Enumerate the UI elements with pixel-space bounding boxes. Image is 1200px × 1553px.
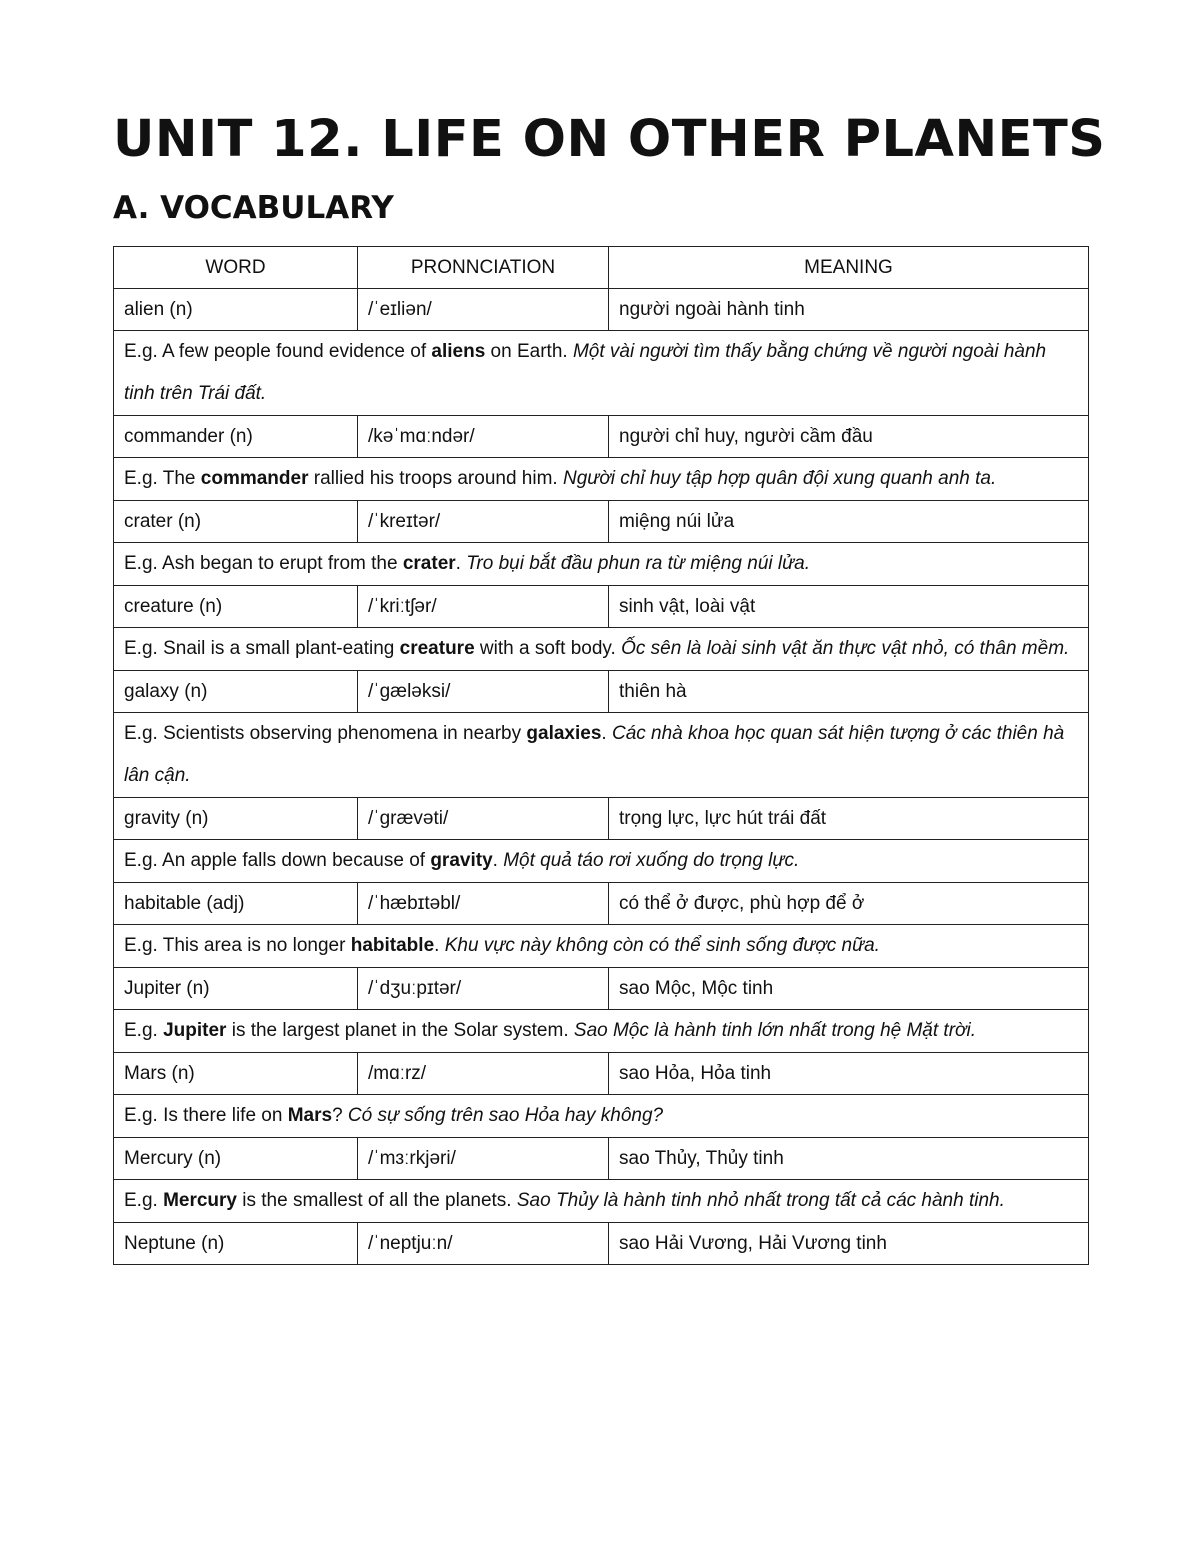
example-translation: Một quả táo rơi xuống do trọng lực. bbox=[503, 850, 800, 871]
pronunciation-cell: /ˈɡæləksi/ bbox=[358, 671, 609, 713]
example-text: . bbox=[601, 723, 612, 744]
example-keyword: Mercury bbox=[163, 1190, 237, 1211]
example-text: is the largest planet in the Solar system. bbox=[226, 1020, 574, 1041]
pronunciation-cell: /kəˈmɑːndər/ bbox=[358, 416, 609, 458]
meaning-cell: sinh vật, loài vật bbox=[609, 586, 1089, 628]
example-row bbox=[114, 331, 1089, 416]
header-word: WORD bbox=[114, 247, 358, 289]
example-cell bbox=[114, 1010, 1089, 1053]
example-text: . bbox=[492, 850, 504, 871]
example-cell bbox=[114, 458, 1089, 501]
example-text: E.g. Scientists observing phenomena in nearby bbox=[124, 723, 527, 744]
example-text: E.g. This area is no longer bbox=[124, 935, 351, 956]
word-cell: Neptune (n) bbox=[114, 1223, 358, 1265]
pronunciation-cell: /ˈmɜːrkjəri/ bbox=[358, 1138, 609, 1180]
example-cell bbox=[114, 1180, 1089, 1223]
example-translation: Ốc sên là loài sinh vật ăn thực vật nhỏ, có thân mềm. bbox=[621, 638, 1070, 659]
page-title: UNIT 12. LIFE ON OTHER PLANETS bbox=[113, 110, 1106, 169]
meaning-cell: có thể ở được, phù hợp để ở bbox=[609, 883, 1089, 925]
meaning-cell: người chỉ huy, người cầm đầu bbox=[609, 416, 1089, 458]
example-text: on Earth. bbox=[485, 341, 573, 362]
vocab-row bbox=[114, 968, 1089, 1010]
vocab-row bbox=[114, 798, 1089, 840]
example-text: E.g. Ash began to erupt from the bbox=[124, 553, 403, 574]
example-cell bbox=[114, 840, 1089, 883]
example-row bbox=[114, 1010, 1089, 1053]
example-cell bbox=[114, 331, 1089, 416]
word-cell: commander (n) bbox=[114, 416, 358, 458]
vocabulary-table bbox=[113, 246, 1089, 1265]
example-row bbox=[114, 840, 1089, 883]
example-text: ? bbox=[332, 1105, 348, 1126]
word-cell: Mercury (n) bbox=[114, 1138, 358, 1180]
example-translation: Một vài người tìm thấy bằng chứng về người ngoài hành tinh trên Trái đất. bbox=[124, 341, 1047, 404]
word-cell: Jupiter (n) bbox=[114, 968, 358, 1010]
example-keyword: commander bbox=[200, 468, 309, 489]
pronunciation-cell: /ˈdʒuːpɪtər/ bbox=[358, 968, 609, 1010]
example-row bbox=[114, 713, 1089, 798]
meaning-cell: thiên hà bbox=[609, 671, 1089, 713]
word-cell: crater (n) bbox=[114, 501, 358, 543]
example-keyword: Mars bbox=[287, 1105, 333, 1126]
word-cell: habitable (adj) bbox=[114, 883, 358, 925]
vocab-row bbox=[114, 416, 1089, 458]
example-text: E.g. An apple falls down because of bbox=[124, 850, 431, 871]
example-row bbox=[114, 1180, 1089, 1223]
example-cell bbox=[114, 713, 1089, 798]
word-cell: galaxy (n) bbox=[114, 671, 358, 713]
example-row bbox=[114, 543, 1089, 586]
meaning-cell: sao Hải Vương, Hải Vương tinh bbox=[609, 1223, 1089, 1265]
example-keyword: Jupiter bbox=[163, 1020, 227, 1041]
example-text: E.g. bbox=[124, 1190, 164, 1211]
example-cell bbox=[114, 1095, 1089, 1138]
word-cell: gravity (n) bbox=[114, 798, 358, 840]
example-translation: Có sự sống trên sao Hỏa hay không? bbox=[347, 1105, 664, 1126]
vocab-row bbox=[114, 671, 1089, 713]
pronunciation-cell: /ˈneptjuːn/ bbox=[358, 1223, 609, 1265]
vocabulary-body bbox=[114, 289, 1089, 1265]
example-text: is the smallest of all the planets. bbox=[237, 1190, 517, 1211]
example-cell bbox=[114, 628, 1089, 671]
section-title: A. VOCABULARY bbox=[113, 190, 394, 226]
example-keyword: gravity bbox=[430, 850, 493, 871]
example-text: rallied his troops around him. bbox=[308, 468, 563, 489]
header-meaning: MEANING bbox=[609, 247, 1089, 289]
vocab-row bbox=[114, 501, 1089, 543]
example-row bbox=[114, 925, 1089, 968]
example-text: E.g. Snail is a small plant-eating bbox=[124, 638, 400, 659]
example-translation: Sao Thủy là hành tinh nhỏ nhất trong tất cả các hành tinh. bbox=[516, 1190, 1005, 1211]
word-cell: alien (n) bbox=[114, 289, 358, 331]
meaning-cell: sao Hỏa, Hỏa tinh bbox=[609, 1053, 1089, 1095]
word-cell: Mars (n) bbox=[114, 1053, 358, 1095]
example-keyword: crater bbox=[402, 553, 456, 574]
pronunciation-cell: /ˈkreɪtər/ bbox=[358, 501, 609, 543]
example-cell bbox=[114, 925, 1089, 968]
vocab-row bbox=[114, 883, 1089, 925]
word-cell: creature (n) bbox=[114, 586, 358, 628]
header-pronunciation: PRONNCIATION bbox=[358, 247, 609, 289]
example-text: E.g. Is there life on bbox=[124, 1105, 288, 1126]
example-cell bbox=[114, 543, 1089, 586]
example-translation: Người chỉ huy tập hợp quân đội xung quanh anh ta. bbox=[562, 468, 997, 489]
example-row bbox=[114, 628, 1089, 671]
example-row bbox=[114, 1095, 1089, 1138]
pronunciation-cell: /mɑːrz/ bbox=[358, 1053, 609, 1095]
example-text: . bbox=[434, 935, 445, 956]
example-translation: Sao Mộc là hành tinh lớn nhất trong hệ Mặt trời. bbox=[573, 1020, 977, 1041]
meaning-cell: trọng lực, lực hút trái đất bbox=[609, 798, 1089, 840]
example-text: E.g. A few people found evidence of bbox=[124, 341, 432, 362]
example-text: E.g. The bbox=[124, 468, 201, 489]
table-header-row bbox=[114, 247, 1089, 289]
vocab-row bbox=[114, 586, 1089, 628]
example-keyword: galaxies bbox=[526, 723, 602, 744]
example-keyword: creature bbox=[399, 638, 475, 659]
meaning-cell: sao Thủy, Thủy tinh bbox=[609, 1138, 1089, 1180]
example-text: with a soft body. bbox=[474, 638, 622, 659]
example-translation: Tro bụi bắt đầu phun ra từ miệng núi lửa. bbox=[466, 553, 810, 574]
example-translation: Các nhà khoa học quan sát hiện tượng ở các thiên hà lân cận. bbox=[124, 723, 1065, 786]
example-keyword: aliens bbox=[431, 341, 486, 362]
example-text: E.g. bbox=[124, 1020, 164, 1041]
pronunciation-cell: /ˈeɪliən/ bbox=[358, 289, 609, 331]
pronunciation-cell: /ˈkriːtʃər/ bbox=[358, 586, 609, 628]
meaning-cell: sao Mộc, Mộc tinh bbox=[609, 968, 1089, 1010]
pronunciation-cell: /ˈɡrævəti/ bbox=[358, 798, 609, 840]
meaning-cell: miệng núi lửa bbox=[609, 501, 1089, 543]
example-row bbox=[114, 458, 1089, 501]
meaning-cell: người ngoài hành tinh bbox=[609, 289, 1089, 331]
example-text: . bbox=[455, 553, 467, 574]
vocab-row bbox=[114, 1223, 1089, 1265]
vocab-row bbox=[114, 1053, 1089, 1095]
example-translation: Khu vực này không còn có thể sinh sống được nữa. bbox=[444, 935, 880, 956]
example-keyword: habitable bbox=[350, 935, 435, 956]
pronunciation-cell: /ˈhæbɪtəbl/ bbox=[358, 883, 609, 925]
vocab-row bbox=[114, 1138, 1089, 1180]
vocab-row bbox=[114, 289, 1089, 331]
